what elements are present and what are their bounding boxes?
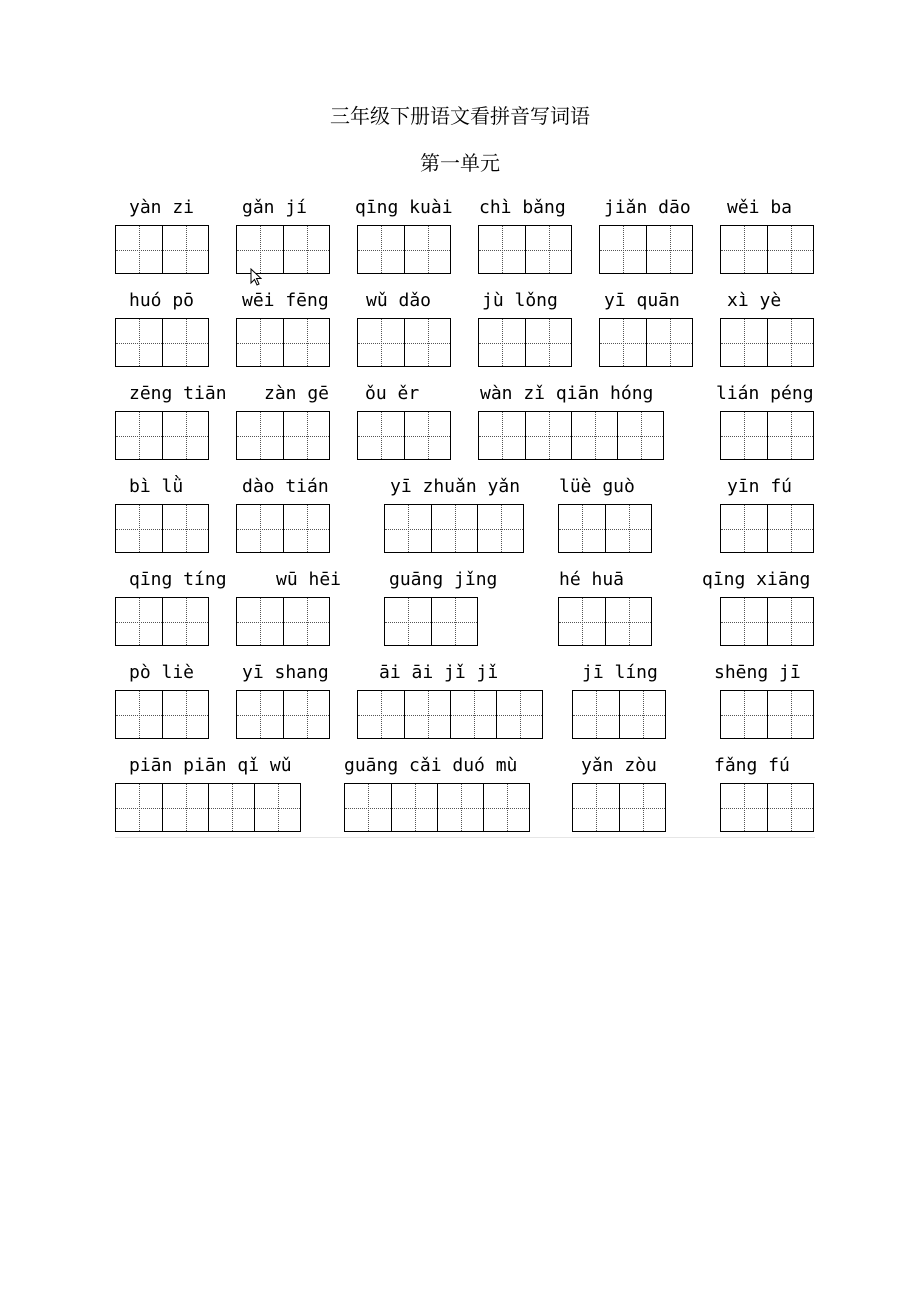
tianzige-cell[interactable] [404, 691, 450, 738]
tianzige-cell[interactable] [605, 505, 651, 552]
writing-grid[interactable] [572, 783, 666, 832]
tianzige-cell[interactable] [162, 505, 208, 552]
writing-grid[interactable] [478, 225, 572, 274]
tianzige-cell[interactable] [283, 598, 329, 645]
tianzige-cell[interactable] [525, 226, 571, 273]
writing-grid[interactable] [115, 411, 209, 460]
pinyin-label: ǒu ěr [365, 383, 420, 404]
writing-grid[interactable] [344, 783, 530, 832]
tianzige-cell[interactable] [162, 784, 208, 831]
tianzige-cell[interactable] [437, 784, 483, 831]
tianzige-cell[interactable] [617, 412, 663, 459]
tianzige-cell[interactable] [358, 691, 404, 738]
writing-grid[interactable] [720, 783, 814, 832]
pinyin-label: gǎn jí [242, 197, 308, 218]
tianzige-cell[interactable] [721, 784, 767, 831]
tianzige-cell[interactable] [283, 319, 329, 366]
pinyin-label: āi āi jǐ jǐ [379, 662, 499, 683]
tianzige-cell[interactable] [559, 598, 605, 645]
writing-grid[interactable] [599, 225, 693, 274]
tianzige-cell[interactable] [237, 319, 283, 366]
tianzige-cell[interactable] [404, 412, 450, 459]
tianzige-cell[interactable] [525, 412, 571, 459]
pinyin-label: qīng xiāng [702, 569, 811, 590]
tianzige-cell[interactable] [116, 505, 162, 552]
tianzige-cell[interactable] [767, 691, 813, 738]
tianzige-cell[interactable] [345, 784, 391, 831]
tianzige-cell[interactable] [431, 505, 477, 552]
tianzige-cell[interactable] [646, 226, 692, 273]
mouse-cursor-icon [250, 268, 262, 286]
writing-grid[interactable] [236, 504, 330, 553]
pinyin-label: yī quān [604, 290, 680, 311]
pinyin-label: dào tián [242, 476, 329, 497]
tianzige-cell[interactable] [162, 319, 208, 366]
tianzige-cell[interactable] [479, 319, 525, 366]
writing-grid[interactable] [115, 504, 209, 553]
writing-grid[interactable] [236, 690, 330, 739]
tianzige-cell[interactable] [237, 412, 283, 459]
tianzige-cell[interactable] [767, 412, 813, 459]
pinyin-label: qīng kuài [355, 197, 453, 218]
writing-grid[interactable] [357, 225, 451, 274]
tianzige-cell[interactable] [559, 505, 605, 552]
tianzige-cell[interactable] [237, 691, 283, 738]
tianzige-cell[interactable] [162, 598, 208, 645]
tianzige-cell[interactable] [619, 691, 665, 738]
tianzige-cell[interactable] [162, 412, 208, 459]
writing-grid[interactable] [115, 597, 209, 646]
pinyin-label: bì lǜ [129, 476, 184, 497]
tianzige-cell[interactable] [721, 691, 767, 738]
tianzige-cell[interactable] [721, 598, 767, 645]
writing-grid[interactable] [720, 411, 814, 460]
pinyin-label: wēi fēng [242, 290, 329, 311]
tianzige-cell[interactable] [450, 691, 496, 738]
tianzige-cell[interactable] [573, 691, 619, 738]
tianzige-cell[interactable] [116, 319, 162, 366]
tianzige-cell[interactable] [385, 598, 431, 645]
tianzige-cell[interactable] [605, 598, 651, 645]
tianzige-cell[interactable] [767, 319, 813, 366]
pinyin-label: xì yè [727, 290, 782, 311]
pinyin-label: guāng jǐng [389, 569, 498, 590]
page-title: 三年级下册语文看拼音写词语 [330, 104, 590, 128]
tianzige-cell[interactable] [721, 226, 767, 273]
pinyin-label: yī shang [242, 662, 329, 683]
tianzige-cell[interactable] [116, 784, 162, 831]
writing-grid[interactable] [572, 690, 666, 739]
tianzige-cell[interactable] [619, 784, 665, 831]
tianzige-cell[interactable] [483, 784, 529, 831]
tianzige-cell[interactable] [116, 598, 162, 645]
tianzige-cell[interactable] [600, 226, 646, 273]
writing-grid[interactable] [384, 504, 524, 553]
tianzige-cell[interactable] [283, 691, 329, 738]
writing-grid[interactable] [558, 597, 652, 646]
pinyin-label: guāng cǎi duó mù [344, 755, 518, 776]
pinyin-label: shēng jī [714, 662, 801, 683]
tianzige-cell[interactable] [767, 598, 813, 645]
tianzige-cell[interactable] [573, 784, 619, 831]
writing-grid[interactable] [357, 411, 451, 460]
tianzige-cell[interactable] [767, 226, 813, 273]
pinyin-label: yī zhuǎn yǎn [390, 476, 521, 497]
unit-title: 第一单元 [420, 151, 500, 175]
tianzige-cell[interactable] [162, 226, 208, 273]
pinyin-label: piān piān qǐ wǔ [129, 755, 292, 776]
writing-grid[interactable] [115, 690, 209, 739]
tianzige-cell[interactable] [431, 598, 477, 645]
pinyin-label: yīn fú [727, 476, 793, 497]
pinyin-label: qīng tíng [129, 569, 227, 590]
pinyin-label: jù lǒng [482, 290, 558, 311]
writing-grid[interactable] [478, 318, 572, 367]
pinyin-label: zàn gē [264, 383, 330, 404]
writing-grid[interactable] [115, 318, 209, 367]
writing-grid[interactable] [599, 318, 693, 367]
pinyin-label: hé huā [559, 569, 625, 590]
tianzige-cell[interactable] [116, 226, 162, 273]
tianzige-cell[interactable] [254, 784, 300, 831]
tianzige-cell[interactable] [646, 319, 692, 366]
writing-grid[interactable] [720, 597, 814, 646]
tianzige-cell[interactable] [208, 784, 254, 831]
writing-grid[interactable] [720, 504, 814, 553]
writing-grid[interactable] [115, 225, 209, 274]
pinyin-label: wàn zǐ qiān hóng [480, 383, 654, 404]
tianzige-cell[interactable] [404, 319, 450, 366]
pinyin-label: chì bǎng [479, 197, 566, 218]
writing-grid[interactable] [236, 597, 330, 646]
tianzige-cell[interactable] [479, 226, 525, 273]
pinyin-label: zēng tiān [129, 383, 227, 404]
writing-grid[interactable] [357, 690, 543, 739]
tianzige-cell[interactable] [721, 505, 767, 552]
tianzige-cell[interactable] [767, 505, 813, 552]
tianzige-cell[interactable] [600, 319, 646, 366]
tianzige-cell[interactable] [237, 505, 283, 552]
tianzige-cell[interactable] [237, 598, 283, 645]
pinyin-label: huó pō [129, 290, 195, 311]
writing-grid[interactable] [384, 597, 478, 646]
tianzige-cell[interactable] [391, 784, 437, 831]
writing-grid[interactable] [236, 318, 330, 367]
pinyin-label: wǔ dǎo [366, 290, 432, 311]
tianzige-cell[interactable] [116, 691, 162, 738]
divider [115, 837, 815, 838]
tianzige-cell[interactable] [237, 226, 283, 273]
pinyin-label: pò liè [129, 662, 195, 683]
pinyin-label: jī líng [582, 662, 658, 683]
writing-grid[interactable] [720, 690, 814, 739]
writing-grid[interactable] [115, 783, 301, 832]
tianzige-cell[interactable] [283, 412, 329, 459]
tianzige-cell[interactable] [116, 412, 162, 459]
writing-grid[interactable] [236, 411, 330, 460]
pinyin-label: wū hēi [276, 569, 342, 590]
writing-grid[interactable] [720, 318, 814, 367]
tianzige-cell[interactable] [358, 412, 404, 459]
tianzige-cell[interactable] [283, 505, 329, 552]
tianzige-cell[interactable] [358, 226, 404, 273]
pinyin-label: lüè guò [559, 476, 635, 497]
tianzige-cell[interactable] [721, 412, 767, 459]
tianzige-cell[interactable] [571, 412, 617, 459]
tianzige-cell[interactable] [525, 319, 571, 366]
tianzige-cell[interactable] [283, 226, 329, 273]
tianzige-cell[interactable] [404, 226, 450, 273]
tianzige-cell[interactable] [767, 784, 813, 831]
tianzige-cell[interactable] [721, 319, 767, 366]
writing-grid[interactable] [357, 318, 451, 367]
writing-grid[interactable] [720, 225, 814, 274]
pinyin-label: jiǎn dāo [604, 197, 691, 218]
writing-grid[interactable] [558, 504, 652, 553]
tianzige-cell[interactable] [385, 505, 431, 552]
tianzige-cell[interactable] [496, 691, 542, 738]
writing-grid[interactable] [478, 411, 664, 460]
pinyin-label: yàn zi [129, 197, 195, 218]
tianzige-cell[interactable] [358, 319, 404, 366]
pinyin-label: yǎn zòu [581, 755, 657, 776]
pinyin-label: fǎng fú [714, 755, 790, 776]
tianzige-cell[interactable] [479, 412, 525, 459]
writing-grid[interactable] [236, 225, 330, 274]
tianzige-cell[interactable] [162, 691, 208, 738]
pinyin-label: lián péng [716, 383, 814, 404]
pinyin-label: wěi ba [727, 197, 793, 218]
tianzige-cell[interactable] [477, 505, 523, 552]
